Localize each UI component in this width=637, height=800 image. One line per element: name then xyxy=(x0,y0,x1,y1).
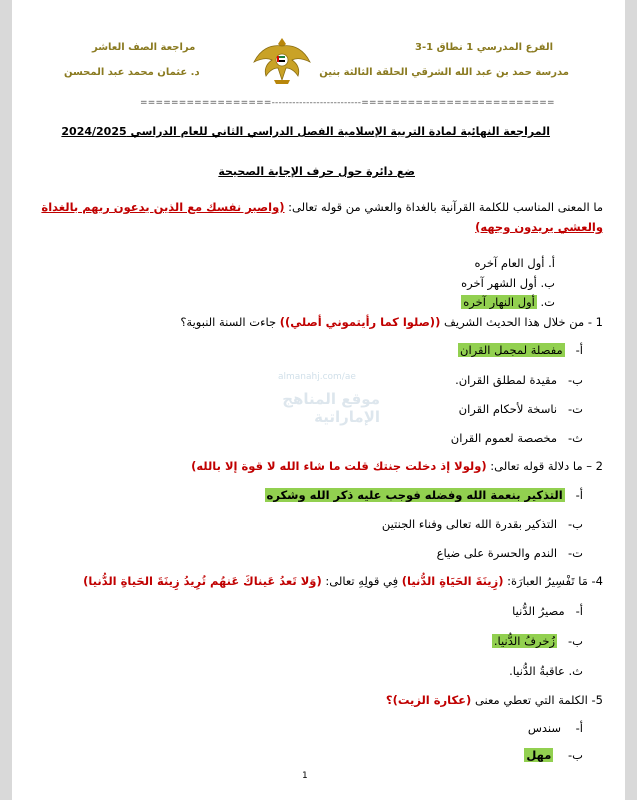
question-1-option-b: ب- مقيدة لمطلق القران. xyxy=(455,373,583,387)
question-4-option-a: أ- مصيرُ الدُّنيا xyxy=(512,604,583,618)
question-1: 1 - من خلال هذا الحديث الشريف ((صلوا كما رأيتموني أصلي)) جاءت السنة النبوية؟ xyxy=(180,315,603,329)
document-page xyxy=(12,0,625,800)
header-separator: =================--------------------------========================= xyxy=(140,98,555,108)
watermark: almanahj.com/ae موقع المناهج الإماراتية xyxy=(278,372,380,426)
page-number: 1 xyxy=(302,771,308,781)
instruction: ضع دائرة حول حرف الإجابة الصحيحة xyxy=(218,165,415,178)
review-grade: مراجعة الصف العاشر xyxy=(92,42,196,53)
teacher-name: د. عثمان محمد عبد المحسن xyxy=(64,67,200,78)
question-0 xyxy=(41,200,603,214)
question-0-verse-2: والعشي يريدون وجهه) xyxy=(475,220,603,234)
question-0-verse-1: (واصبر نفسك مع الذين يدعون ربهم بالغداة xyxy=(41,200,285,214)
question-2-option-a: أ- التذكير بنعمة الله وفضله فوجب عليه ذكر الله وشكره xyxy=(266,488,583,502)
question-5: 5- الكلمة التي تعطي معنى (عكارة الزيت)؟ xyxy=(385,693,603,707)
question-1-option-d: ث- مخصصة لعموم القران xyxy=(450,431,583,445)
question-0-option-b: ب. أول الشهر آخره xyxy=(461,276,555,290)
question-4-option-b: ب- زُخرفُ الدُّنيا. xyxy=(493,634,583,648)
question-5-option-a: أ- سندس xyxy=(527,721,583,735)
question-2-option-b: ب- التذكير بقدرة الله تعالى وفناء الجنتين xyxy=(381,517,583,531)
school-branch: الفرع المدرسي 1 نطاق 1-3 xyxy=(415,42,553,53)
question-5-option-b: ب- مهل xyxy=(526,748,583,762)
question-0-option-c: ت. أول النهار آخره xyxy=(463,295,555,309)
question-1-option-c: ت- ناسخة لأحكام القران xyxy=(458,402,583,416)
question-0-text: ما المعنى المناسب للكلمة القرآنية بالغداة والعشي من قوله تعالى: xyxy=(288,200,603,214)
uae-emblem-icon xyxy=(252,34,312,86)
question-2: 2 – ما دلالة قوله تعالى: (ولولا إذ دخلت جنتك قلت ما شاء الله لا قوة إلا بالله) xyxy=(191,459,603,473)
school-name: مدرسة حمد بن عبد الله الشرقي الحلقة الثالثة بنين xyxy=(319,67,569,78)
question-0-option-a: أ. أول العام آخره xyxy=(474,256,555,270)
question-4-option-c: ث. عاقبةُ الدُّنيا. xyxy=(509,664,583,678)
page-title: المراجعة النهائية لمادة التربية الإسلامية الفصل الدراسي الثاني للعام الدراسي 2024/2025 xyxy=(61,125,550,138)
question-4: 4- مَا تَفْسِيرُ العبارَة: (زِينَةَ الحَيَاةِ الدُّنيا) فِي قولِهِ تعالى: (وَلا تَعدُ عَيناكَ عَنهُم تُرِيدُ زِينَةَ الحَياةِ الدُّنيا) xyxy=(83,574,603,588)
question-2-option-c: ت- الندم والحسرة على ضياع xyxy=(436,546,583,560)
question-1-option-a: أ- مفصلة لمجمل القران xyxy=(460,343,583,357)
